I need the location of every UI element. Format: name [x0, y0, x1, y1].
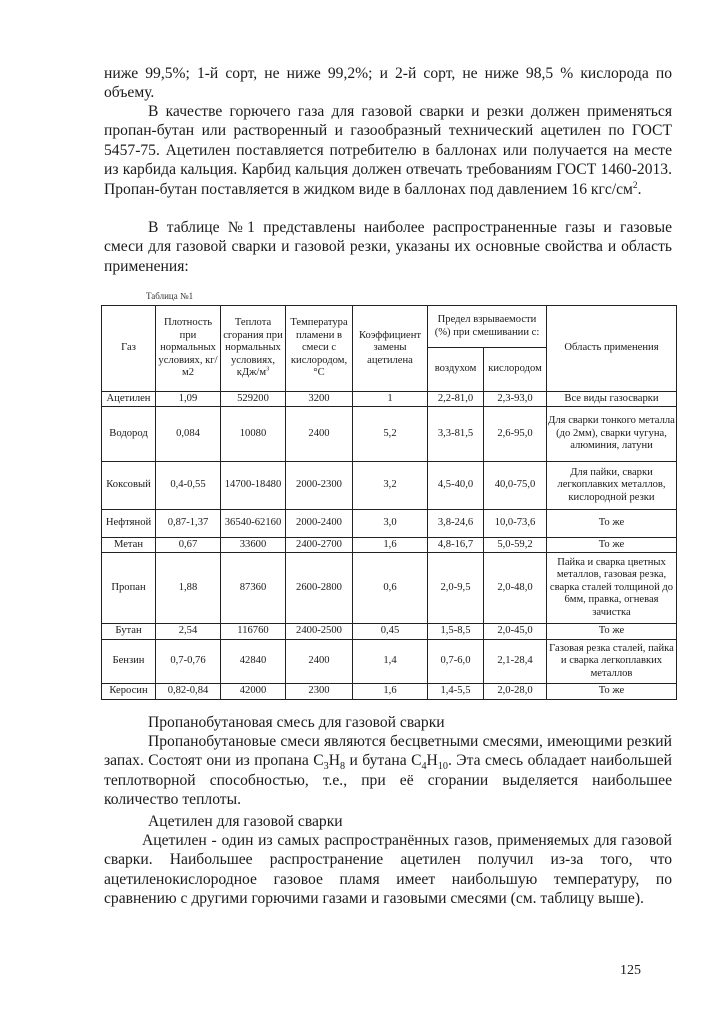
cell-air: 2,0-9,5	[428, 553, 484, 624]
cell-application: То же	[547, 538, 677, 553]
cell-gas: Пропан	[102, 553, 156, 624]
header-gas: Газ	[102, 306, 156, 392]
cell-density: 0,084	[156, 407, 221, 462]
header-heat-text: Теплота сгорания при нормальных условиях, кДж/м	[223, 317, 283, 379]
cell-temperature: 2400	[286, 407, 353, 462]
cell-coefficient: 3,2	[353, 462, 428, 510]
gas-properties-table	[101, 305, 677, 700]
subscript: 10	[437, 761, 448, 773]
cell-oxygen: 2,3-93,0	[484, 392, 547, 407]
cell-application: Пайка и сварка цветных металлов, газовая резка, сварка сталей толщиной до 6мм, правка, огневая зачистка	[547, 553, 677, 624]
header-density: Плотность при нормальных условиях, кг/м2	[156, 306, 221, 392]
cell-air: 4,5-40,0	[428, 462, 484, 510]
table-row	[102, 392, 677, 407]
paragraph-propane-butane	[104, 732, 672, 810]
header-explosive-limit: Предел взрываемости (%) при смешивании с:	[428, 306, 547, 348]
cell-oxygen: 2,0-48,0	[484, 553, 547, 624]
table-row	[102, 407, 677, 462]
header-heat	[221, 306, 286, 392]
text: . Эта смесь обладает наибольшей теплотворной способностью, т.е., при её сгорании выделяется наибольшее количество теплоты.	[104, 752, 672, 809]
cell-temperature: 2400-2500	[286, 624, 353, 640]
cell-air: 3,8-24,6	[428, 510, 484, 538]
cell-density: 0,87-1,37	[156, 510, 221, 538]
cell-air: 2,2-81,0	[428, 392, 484, 407]
table-row	[102, 462, 677, 510]
cell-air: 0,7-6,0	[428, 640, 484, 684]
text: H	[328, 752, 340, 770]
cell-density: 1,88	[156, 553, 221, 624]
table-row	[102, 553, 677, 624]
cell-density: 1,09	[156, 392, 221, 407]
cell-temperature: 3200	[286, 392, 353, 407]
heading-propane-butane: Пропанобутановая смесь для газовой сварки	[148, 714, 445, 731]
text: Пропанобутановые смеси являются бесцветными смесями, имеющими резкий запах. Состоят они из пропана C	[104, 733, 672, 770]
header-with-air: воздухом	[428, 348, 484, 392]
cell-heat: 10080	[221, 407, 286, 462]
cell-oxygen: 10,0-73,6	[484, 510, 547, 538]
heading-acetylene: Ацетилен для газовой сварки	[148, 813, 343, 830]
cell-gas: Нефтяной	[102, 510, 156, 538]
cell-oxygen: 2,0-45,0	[484, 624, 547, 640]
cell-application: Все виды газосварки	[547, 392, 677, 407]
cell-gas: Бутан	[102, 624, 156, 640]
cell-heat: 42840	[221, 640, 286, 684]
paragraph-end: .	[637, 180, 642, 198]
table-row	[102, 684, 677, 700]
cell-density: 0,7-0,76	[156, 640, 221, 684]
table-row	[102, 640, 677, 684]
table-row	[102, 538, 677, 553]
cell-heat: 116760	[221, 624, 286, 640]
page-number: 125	[620, 963, 641, 978]
header-with-oxygen: кислородом	[484, 348, 547, 392]
cell-coefficient: 1,4	[353, 640, 428, 684]
cell-coefficient: 5,2	[353, 407, 428, 462]
cell-gas: Коксовый	[102, 462, 156, 510]
cell-gas: Водород	[102, 407, 156, 462]
cell-air: 1,5-8,5	[428, 624, 484, 640]
paragraph-fuel-gas-text: В качестве горючего газа для газовой сварки и резки должен применяться пропан-бутан или растворенный и газообразный технический ацетилен по ГОСТ 5457-75. Ацетилен поставляется потребителю в баллонах или получается на месте из карбида кальция. Карбид кальция должен отвечать требованиям ГОСТ 1460-2013. Пропан-бутан поставляется в жидком виде в баллонах под давлением 16 кгс/см	[104, 103, 672, 198]
cell-temperature: 2000-2300	[286, 462, 353, 510]
cell-heat: 36540-62160	[221, 510, 286, 538]
cell-application: То же	[547, 684, 677, 700]
subscript: 8	[339, 761, 346, 773]
text: и бутана C	[345, 752, 422, 770]
cell-oxygen: 40,0-75,0	[484, 462, 547, 510]
header-coefficient: Коэффициент замены ацетилена	[353, 306, 428, 392]
cell-temperature: 2000-2400	[286, 510, 353, 538]
cell-application: Для сварки тонкого металла (до 2мм), сварки чугуна, алюминия, латуни	[547, 407, 677, 462]
cell-oxygen: 2,0-28,0	[484, 684, 547, 700]
table-row	[102, 510, 677, 538]
header-temperature: Температура пламени в смеси с кислородом, °C	[286, 306, 353, 392]
table-row	[102, 624, 677, 640]
cell-coefficient: 1	[353, 392, 428, 407]
cell-gas: Бензин	[102, 640, 156, 684]
cell-temperature: 2400-2700	[286, 538, 353, 553]
paragraph-table-intro: В таблице №1 представлены наиболее распространенные газы и газовые смеси для газовой сварки и газовой резки, указаны их основные свойства и область применения:	[104, 219, 672, 275]
cell-coefficient: 3,0	[353, 510, 428, 538]
cell-temperature: 2400	[286, 640, 353, 684]
cell-air: 1,4-5,5	[428, 684, 484, 700]
cell-application: Газовая резка сталей, пайка и сварка легкоплавких металлов	[547, 640, 677, 684]
paragraph-oxygen-grades: ниже 99,5%; 1-й сорт, не ниже 99,2%; и 2-й сорт, не ниже 98,5 % кислорода по объему.	[104, 65, 672, 102]
cell-coefficient: 0,45	[353, 624, 428, 640]
paragraph-acetylene: Ацетилен - один из самых распространённых газов, применяемых для газовой сварки. Наибольшее распространение ацетилен получил из-за того, что ацетиленокислородное газовое пламя имеет наибольшую температуру, по сравнению с другими горючими газами и газовыми смесями (см. таблицу выше).	[104, 832, 672, 908]
cell-gas: Керосин	[102, 684, 156, 700]
cell-oxygen: 5,0-59,2	[484, 538, 547, 553]
cell-heat: 33600	[221, 538, 286, 553]
superscript: 2	[632, 180, 638, 191]
cell-temperature: 2600-2800	[286, 553, 353, 624]
cell-temperature: 2300	[286, 684, 353, 700]
cell-coefficient: 1,6	[353, 684, 428, 700]
cell-density: 0,4-0,55	[156, 462, 221, 510]
cell-air: 4,8-16,7	[428, 538, 484, 553]
subscript: 4	[421, 761, 427, 773]
cell-coefficient: 1,6	[353, 538, 428, 553]
table-caption: Таблица №1	[146, 291, 194, 301]
cell-heat: 87360	[221, 553, 286, 624]
cell-oxygen: 2,6-95,0	[484, 407, 547, 462]
header-application: Область применения	[547, 306, 677, 392]
cell-heat: 14700-18480	[221, 462, 286, 510]
cell-density: 0,82-0,84	[156, 684, 221, 700]
cell-coefficient: 0,6	[353, 553, 428, 624]
cell-heat: 529200	[221, 392, 286, 407]
paragraph-fuel-gas	[104, 102, 672, 199]
cell-air: 3,3-81,5	[428, 407, 484, 462]
cell-oxygen: 2,1-28,4	[484, 640, 547, 684]
cell-density: 2,54	[156, 624, 221, 640]
cell-application: Для пайки, сварки легкоплавких металлов, кислородной резки	[547, 462, 677, 510]
subscript: 3	[323, 761, 329, 773]
cell-gas: Метан	[102, 538, 156, 553]
cell-heat: 42000	[221, 684, 286, 700]
cell-application: То же	[547, 624, 677, 640]
header-heat-sup: 3	[266, 365, 270, 373]
cell-application: То же	[547, 510, 677, 538]
cell-density: 0,67	[156, 538, 221, 553]
cell-gas: Ацетилен	[102, 392, 156, 407]
text: H	[426, 752, 438, 770]
